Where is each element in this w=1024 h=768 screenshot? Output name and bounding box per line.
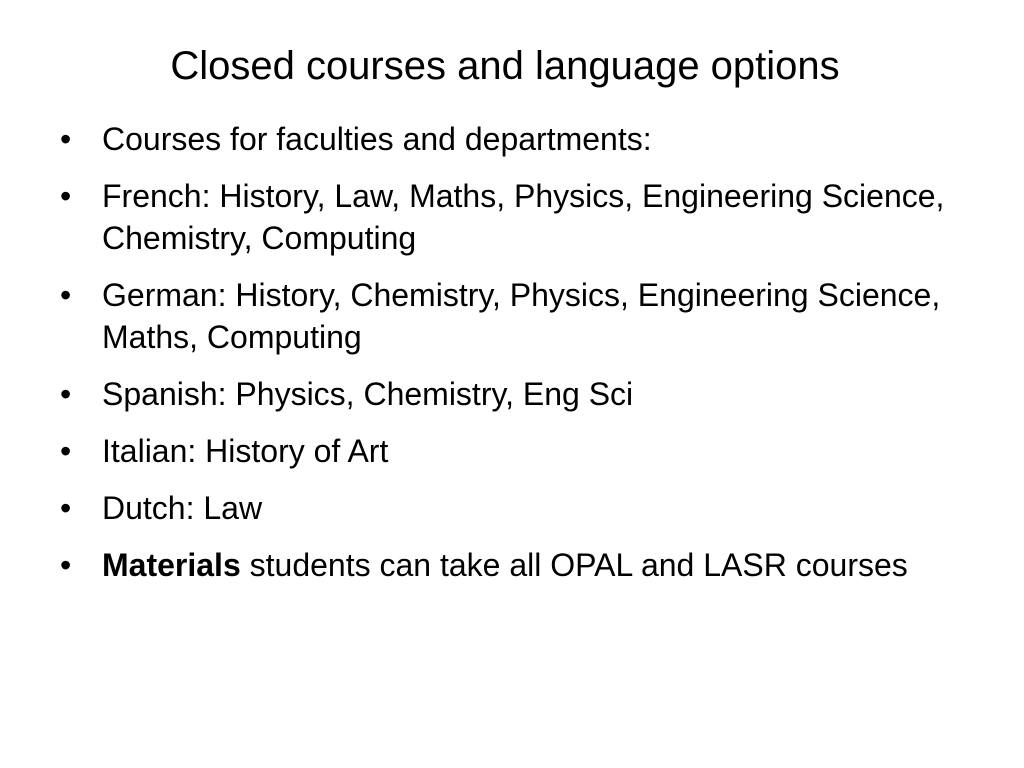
bullet-item-italian [60, 430, 990, 472]
bullet-item-spanish [60, 373, 990, 415]
bullet-text: German: History, Chemistry, Physics, Engineering Science, Maths, Computing [102, 277, 941, 355]
bullet-text: Italian: History of Art [102, 433, 389, 469]
bullet-item-materials [60, 544, 990, 586]
bullet-bold-text: Materials [102, 547, 241, 583]
bullet-icon: • [60, 178, 72, 214]
slide-title: Closed courses and language options [170, 44, 840, 88]
bullet-icon: • [60, 433, 72, 469]
bullet-icon: • [60, 547, 72, 583]
bullet-text: Courses for faculties and departments: [102, 121, 652, 157]
bullet-text: students can take all OPAL and LASR courses [249, 547, 908, 583]
bullet-icon: • [60, 376, 72, 412]
bullet-list [60, 118, 990, 601]
bullet-item-dutch [60, 487, 990, 529]
bullet-item-courses [60, 118, 990, 160]
bullet-text: Dutch: Law [102, 490, 263, 526]
bullet-item-french [60, 175, 990, 259]
bullet-text: Spanish: Physics, Chemistry, Eng Sci [102, 376, 634, 412]
bullet-icon: • [60, 277, 72, 313]
bullet-icon: • [60, 490, 72, 526]
bullet-text: French: History, Law, Maths, Physics, Engineering Science, Chemistry, Computing [102, 178, 945, 256]
bullet-item-german [60, 274, 990, 358]
bullet-icon: • [60, 121, 72, 157]
